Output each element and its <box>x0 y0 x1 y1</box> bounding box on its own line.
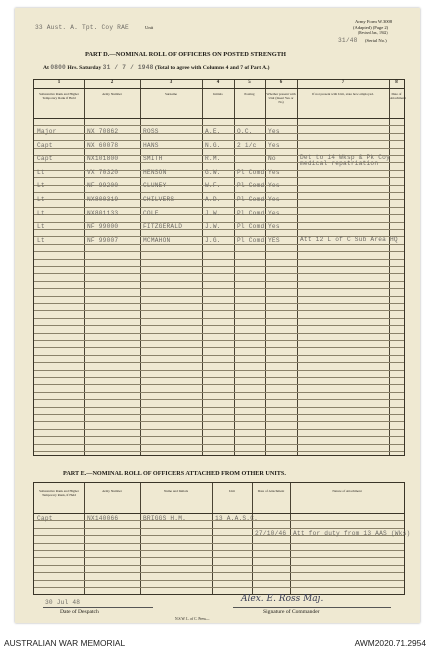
ruled-line <box>34 340 404 341</box>
column-header: Unit <box>228 489 236 493</box>
ruled-line <box>34 325 404 326</box>
cell-initials: J.G. <box>205 236 221 244</box>
ruled-line <box>34 177 404 178</box>
column-header: Nature of Attachment <box>332 489 362 493</box>
column-number: 2 <box>110 80 114 85</box>
cell-number: NX 70862 <box>87 128 119 135</box>
column-header: If not present with Unit, state how employed. <box>312 92 374 96</box>
cell-number: NF 99000 <box>87 223 119 231</box>
ruled-line <box>34 318 404 319</box>
despatch-label: Date of Despatch <box>60 609 99 615</box>
column-header: Whether present with Unit (Insert Yes or No) <box>266 92 296 104</box>
cell-rank: Capt <box>37 141 53 149</box>
cell-present: Yes <box>268 168 280 176</box>
ruled-line <box>34 296 404 297</box>
ruled-line <box>34 273 404 274</box>
ruled-line <box>34 333 404 334</box>
cell-posting: Pl Comd <box>237 182 265 190</box>
cell-present: Yes <box>268 223 280 231</box>
cell-employed: Det to 14 Wksp & Pk Coy medical repatriation <box>300 154 391 168</box>
ruled-line <box>34 436 404 437</box>
ruled-line <box>34 347 404 348</box>
cell-initials: A.D. <box>205 196 221 203</box>
column-header: Posting <box>244 92 255 96</box>
ruled-line <box>34 550 404 551</box>
cell-rank: Lt <box>37 209 45 217</box>
cell-rank: Major <box>37 128 57 135</box>
part-e-table <box>33 482 411 595</box>
ruled-line <box>34 288 404 289</box>
cell-initials: J.W. <box>205 223 221 231</box>
cell-initials: N.G. <box>205 141 221 149</box>
ruled-line <box>34 303 404 304</box>
ruled-line <box>34 259 404 260</box>
column-number: 1 <box>57 80 61 85</box>
ruled-line <box>34 557 404 558</box>
column-number: 6 <box>279 80 283 85</box>
cell-posting: O.C. <box>237 128 253 135</box>
cell-number: NX101800 <box>87 155 119 163</box>
cell-rank: Lt <box>37 168 45 176</box>
column-number: 5 <box>248 80 251 85</box>
cell-surname: MCMAHON <box>143 236 171 244</box>
part-d-at: At 0800 Hrs. Saturday 31 / 7 / 1948 (Total to agree with Columns 4 and 7 of Part A.) <box>43 64 270 71</box>
cell-number: NX800319 <box>87 196 119 203</box>
cell-present: Yes <box>268 141 280 149</box>
column-divider <box>84 483 85 594</box>
ruled-line <box>34 377 404 378</box>
cell-name: BRIGGS H.M. <box>143 515 187 522</box>
cell-number: NX 60078 <box>87 141 119 149</box>
cell-posting: Pl Comd <box>237 196 265 203</box>
cell-posting: Pl Comd <box>237 209 265 217</box>
ruled-line <box>34 543 404 544</box>
column-header: Army Number <box>102 92 122 96</box>
cell-surname: ROSS <box>143 128 159 135</box>
column-header: Army Number <box>102 489 122 493</box>
cell-posting: Pl Comd <box>237 236 265 244</box>
header-divider <box>34 118 404 119</box>
cell-rank: Lt <box>37 196 45 203</box>
column-header: Date of Attachment <box>257 489 285 493</box>
cell-rank: Lt <box>37 223 45 231</box>
caption-left: AUSTRALIAN WAR MEMORIAL <box>4 638 126 648</box>
ruled-line <box>34 429 404 430</box>
ruled-line <box>34 528 404 529</box>
cell-date: 27/10/46 <box>255 530 287 537</box>
document-page <box>15 8 420 623</box>
ruled-line <box>34 251 404 252</box>
ruled-line <box>34 192 404 193</box>
cell-surname: FITZGERALD <box>143 223 183 231</box>
caption-right: AWM2020.71.2954 <box>354 638 426 648</box>
column-number: 7 <box>341 80 345 85</box>
serial-label: (Serial No.) <box>365 38 387 43</box>
cell-rank: Capt <box>37 515 53 522</box>
ruled-line <box>34 370 404 371</box>
cell-unit: 13 A.A.S.C. <box>215 515 259 522</box>
ruled-line <box>34 407 404 408</box>
column-header: Initials <box>213 92 223 96</box>
part-d-table <box>33 79 405 456</box>
cell-present: Yes <box>268 209 280 217</box>
column-number: 4 <box>216 80 220 85</box>
ruled-line <box>34 444 404 445</box>
cell-number: NX140066 <box>87 515 119 522</box>
unit-typed: 33 Aust. A. Tpt. Coy RAE <box>35 24 129 31</box>
cell-posting: Pl Comd <box>237 168 265 176</box>
cell-initials: W.F. <box>205 182 221 190</box>
cell-rank: Lt <box>37 182 45 190</box>
column-header: Substantive Rank and Higher Temporary Rank if Held <box>39 92 79 100</box>
caption-bar <box>0 630 430 653</box>
column-divider <box>140 483 141 594</box>
ruled-line <box>34 587 404 588</box>
form-adapted: (Adapted) (Page 2) <box>353 25 389 30</box>
cell-number: VX 70320 <box>87 168 119 176</box>
cell-posting: Pl Comd <box>237 223 265 231</box>
despatch-date: 30 Jul 48 <box>45 599 81 606</box>
ruled-line <box>34 580 404 581</box>
printer-note: N.S.W. L. of C. Press— <box>175 617 210 621</box>
ruled-line <box>34 207 404 208</box>
ruled-line <box>34 399 404 400</box>
column-divider <box>252 483 253 594</box>
commander-signature: Alex. E. Ross Maj. <box>241 594 324 604</box>
cell-present: Yes <box>268 128 280 135</box>
cell-present: Yes <box>268 182 280 190</box>
cell-surname: COLE <box>143 209 159 217</box>
cell-present: YES <box>268 236 280 244</box>
cell-surname: SMITH <box>143 155 163 163</box>
ruled-line <box>34 362 404 363</box>
ruled-line <box>34 266 404 267</box>
cell-initials: G.W. <box>205 168 221 176</box>
cell-rank: Capt <box>37 155 53 163</box>
signature-label: Signature of Commander <box>263 609 320 615</box>
cell-rank: Lt <box>37 236 45 244</box>
column-divider <box>212 483 213 594</box>
ruled-line <box>34 125 404 126</box>
cell-initials: J.W. <box>205 209 221 217</box>
ruled-line <box>34 244 404 245</box>
cell-initials: R.M. <box>205 155 221 163</box>
ruled-line <box>34 310 404 311</box>
cell-initials: A.E. <box>205 128 221 135</box>
ruled-line <box>34 451 404 452</box>
cell-present: Yes <box>268 196 280 203</box>
unit-label: Unit <box>145 25 154 30</box>
column-divider <box>290 483 291 594</box>
ruled-line <box>34 392 404 393</box>
column-header: Name and Initials <box>163 489 189 493</box>
cell-surname: HANS <box>143 141 159 149</box>
serial-typed: 31/48 <box>338 37 358 44</box>
cell-nature: Att for duty from 13 AAS (Wks) <box>293 530 411 537</box>
ruled-line <box>34 355 404 356</box>
ruled-line <box>34 414 404 415</box>
cell-surname: CHILVERS <box>143 196 175 203</box>
ruled-line <box>34 572 404 573</box>
cell-number: NF 99200 <box>87 182 119 190</box>
part-e-title: PART E.—NOMINAL ROLL OF OFFICERS ATTACHED FROM OTHER UNITS. <box>63 470 286 477</box>
cell-employed: Att 12 L of C Sub Area HQ <box>300 235 398 243</box>
column-header: Surname <box>164 92 178 96</box>
header-divider <box>34 88 404 89</box>
cell-number: NF 99007 <box>87 236 119 244</box>
form-number: Army Form W.3008 <box>355 19 393 24</box>
ruled-line <box>34 222 404 223</box>
cell-present: No <box>268 155 276 163</box>
column-number: 8 <box>395 80 398 85</box>
column-header: Date of Attachment <box>390 92 406 100</box>
ruled-line <box>34 384 404 385</box>
ruled-line <box>34 421 404 422</box>
header-divider <box>34 513 404 514</box>
ruled-line <box>34 565 404 566</box>
form-revised: (Revised Jan., 1942) <box>358 31 388 35</box>
column-header: Substantive Rank and Higher Temporary Rank, if Held <box>39 489 79 497</box>
cell-surname: CLUNEY <box>143 182 167 190</box>
cell-posting: 2 i/c <box>237 141 257 149</box>
column-number: 3 <box>169 80 173 85</box>
cell-surname: HENSON <box>143 168 167 176</box>
ruled-line <box>34 281 404 282</box>
part-d-title: PART D.—NOMINAL ROLL OF OFFICERS ON POSTED STRENGTH <box>85 51 286 58</box>
cell-number: NX801133 <box>87 209 119 217</box>
